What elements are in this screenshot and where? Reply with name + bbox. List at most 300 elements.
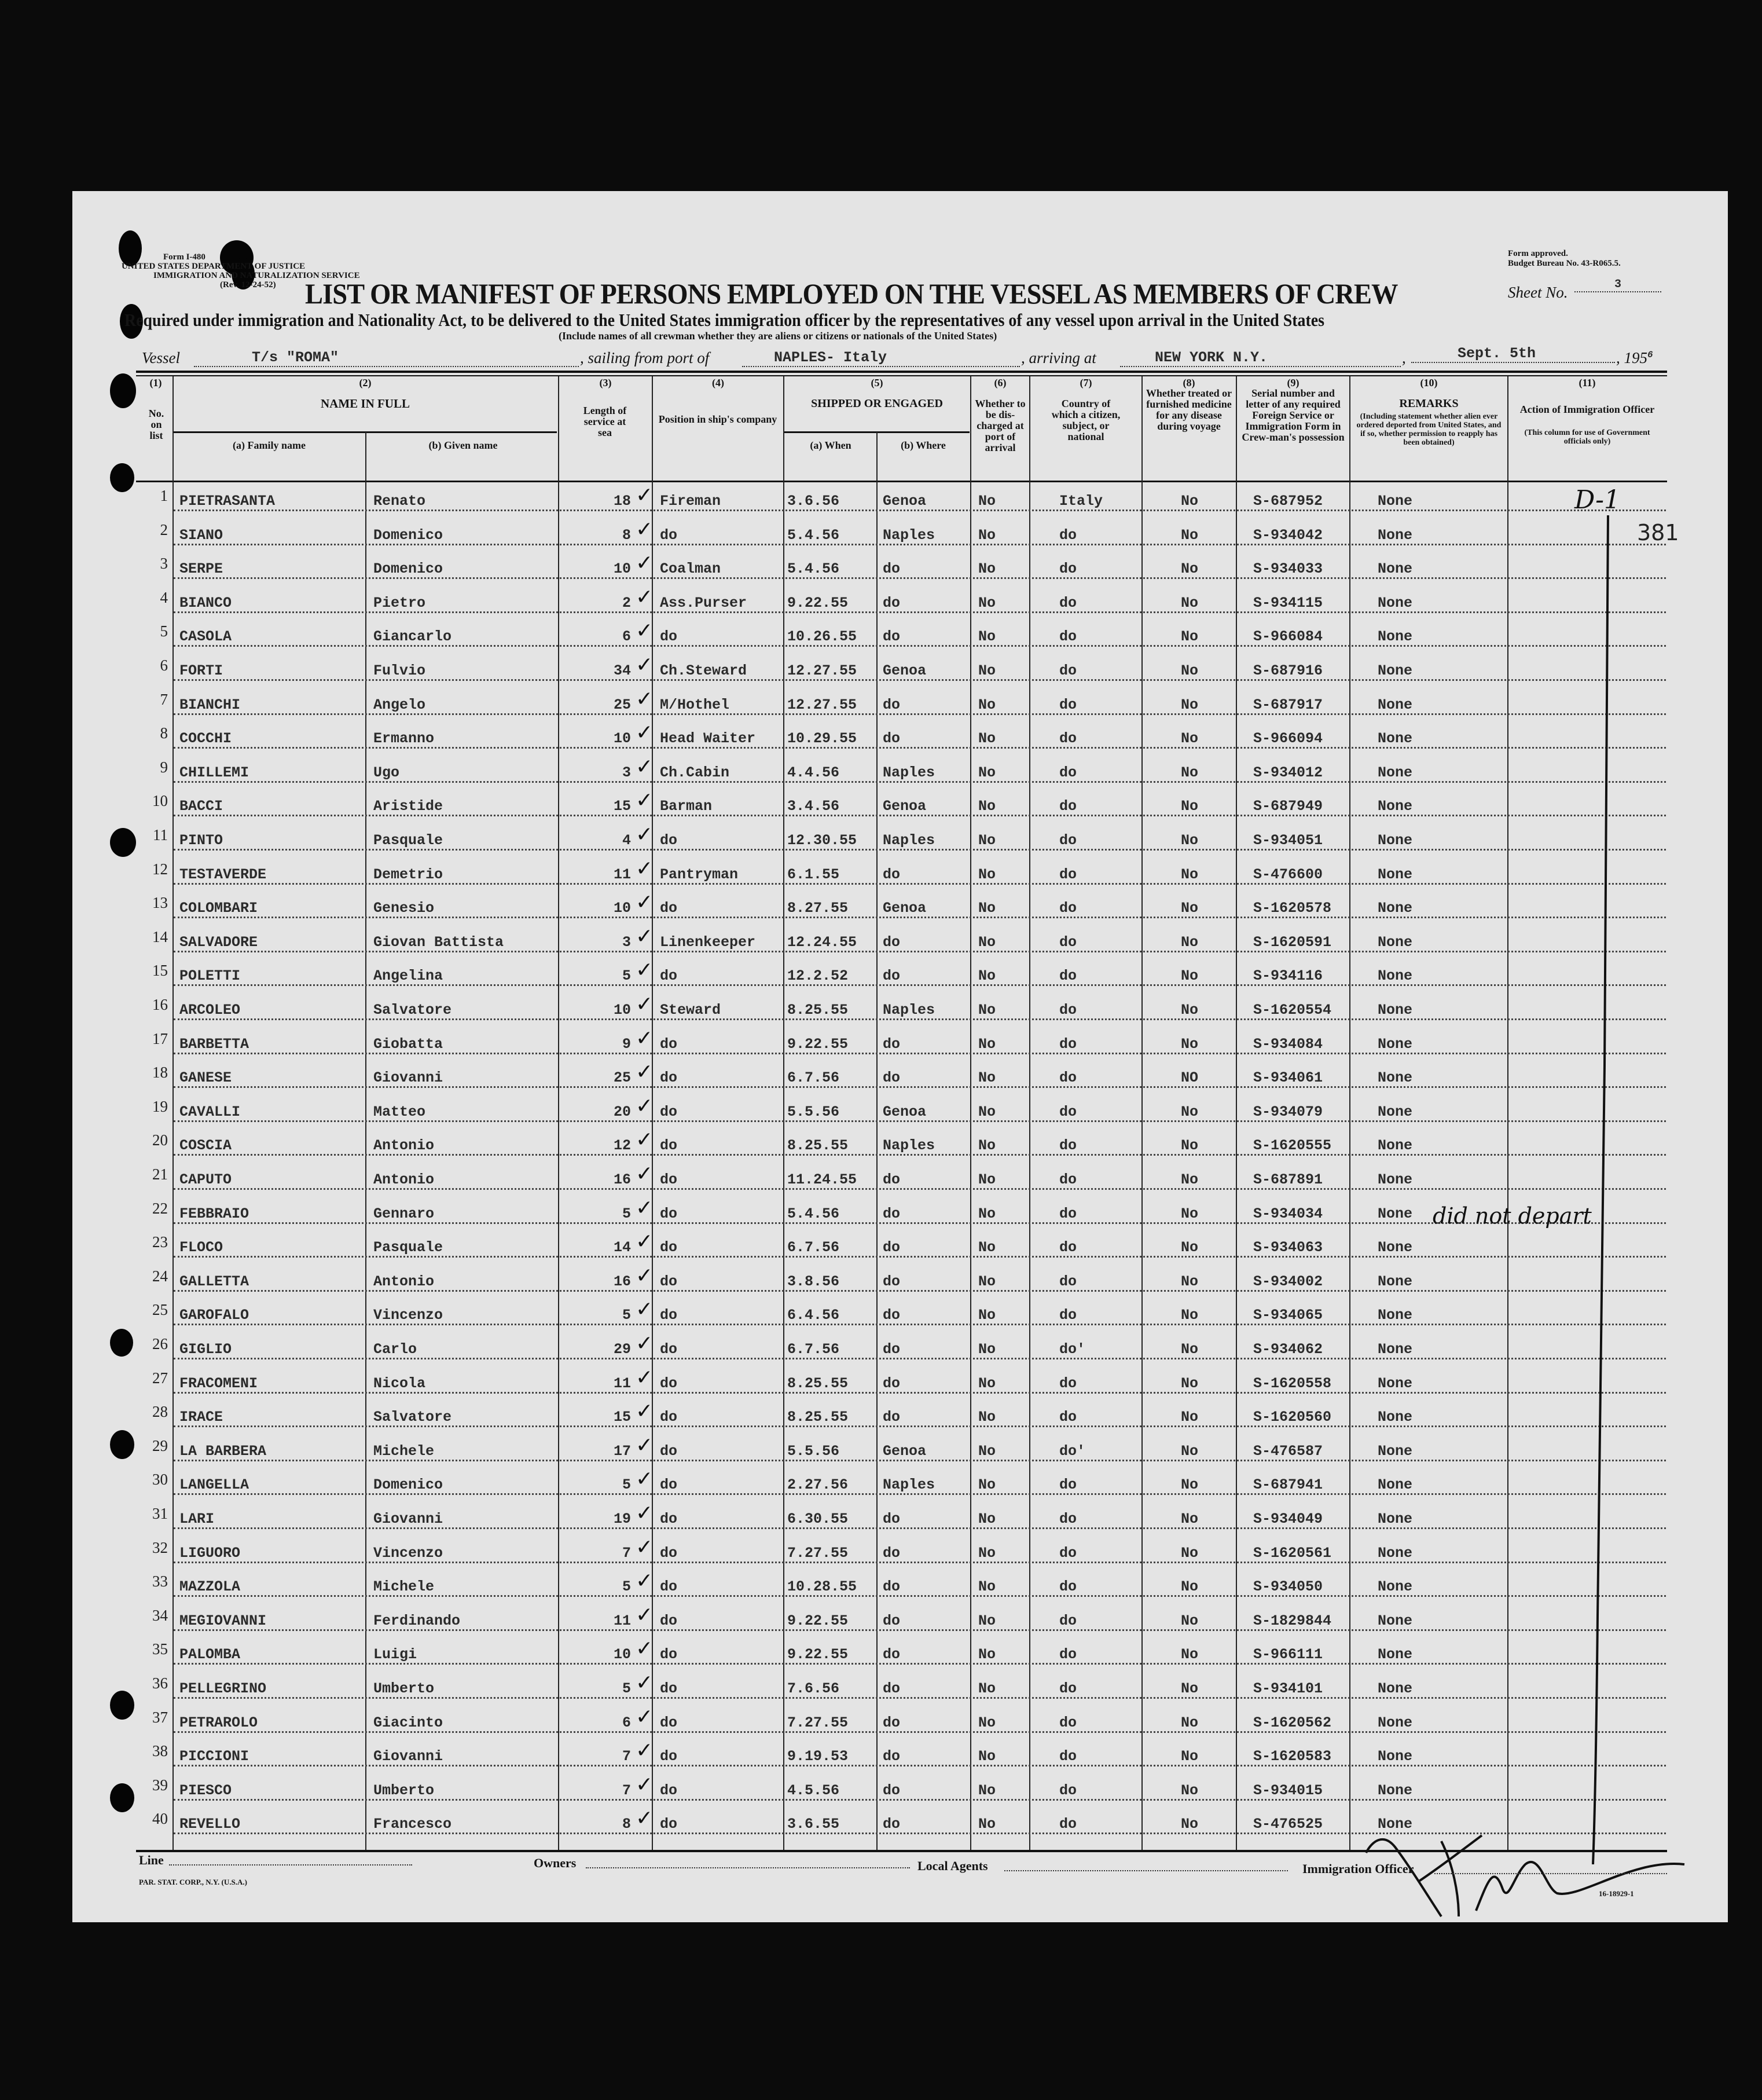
country: do xyxy=(1059,798,1077,815)
to-be-discharged: No xyxy=(978,1375,996,1392)
length-of-service: 19 xyxy=(613,1511,631,1527)
shipped-when: 8.25.55 xyxy=(787,1002,849,1018)
row-number: 27 xyxy=(152,1369,168,1387)
serial-number: S-687917 xyxy=(1253,696,1323,713)
shipped-when: 4.4.56 xyxy=(787,764,840,781)
row-divider xyxy=(174,1425,1666,1427)
to-be-discharged: No xyxy=(978,594,996,611)
shipped-when: 8.25.55 xyxy=(787,1137,849,1155)
printer-imprint: PAR. STAT. CORP., N.Y. (U.S.A.) xyxy=(139,1878,247,1886)
to-be-discharged: No xyxy=(978,730,996,747)
punch-hole xyxy=(119,230,142,266)
row-divider xyxy=(174,645,1666,647)
length-of-service: 11 xyxy=(613,1375,631,1392)
row-divider xyxy=(174,1392,1666,1394)
check-mark-icon: ✓ xyxy=(636,1263,654,1288)
shipped-where: do xyxy=(883,1544,901,1562)
treated: No xyxy=(1181,933,1199,951)
row-divider xyxy=(174,510,1666,511)
position: Ass.Purser xyxy=(660,594,747,611)
shipped-when: 5.5.56 xyxy=(787,1442,840,1460)
length-of-service: 10 xyxy=(613,730,631,747)
position: Fireman xyxy=(660,493,721,510)
given-name: Angelo xyxy=(373,696,426,713)
col10-note: (Including statement whether alien ever ordered deported from United States, and if so, whether permission to reapply has been obtained) xyxy=(1356,412,1502,447)
col11-number: (11) xyxy=(1579,377,1596,389)
arrival-date: Sept. 5th xyxy=(1411,345,1615,363)
punch-hole xyxy=(110,1783,134,1812)
row-number: 31 xyxy=(152,1505,168,1522)
position: do xyxy=(660,526,678,544)
check-mark-icon: ✓ xyxy=(636,1230,654,1254)
length-of-service: 16 xyxy=(613,1171,631,1188)
given-name: Angelina xyxy=(373,967,443,985)
document-subtitle: Required under immigration and Nationality Act, to be delivered to the United States immigration officer by the representatives of any vessel upon arrival in the United States xyxy=(124,310,1325,330)
shipped-where: Genoa xyxy=(883,1442,927,1460)
remarks: None xyxy=(1378,866,1413,883)
remarks: None xyxy=(1378,1544,1413,1562)
form-code: 16-18929-1 xyxy=(1599,1889,1634,1898)
treated: No xyxy=(1181,1137,1199,1155)
treated: No xyxy=(1181,1646,1199,1663)
remarks: None xyxy=(1378,1578,1413,1596)
row-number: 15 xyxy=(152,962,168,980)
shipped-when: 9.22.55 xyxy=(787,1612,849,1629)
serial-number: S-934050 xyxy=(1253,1578,1323,1596)
to-be-discharged: No xyxy=(978,1816,996,1833)
position: do xyxy=(660,1137,678,1155)
to-be-discharged: No xyxy=(978,526,996,544)
shipped-where: Genoa xyxy=(883,662,927,679)
shipped-where: do xyxy=(883,1646,901,1663)
remarks: None xyxy=(1378,1816,1413,1833)
check-mark-icon: ✓ xyxy=(636,687,654,711)
country: do xyxy=(1059,1375,1077,1392)
shipped-when: 5.4.56 xyxy=(787,1205,840,1222)
to-be-discharged: No xyxy=(978,866,996,883)
length-of-service: 11 xyxy=(613,1612,631,1629)
crew-row xyxy=(139,1565,1666,1599)
shipped-when: 3.6.56 xyxy=(787,493,840,510)
treated: No xyxy=(1181,1341,1199,1358)
to-be-discharged: No xyxy=(978,933,996,951)
shipped-where: do xyxy=(883,1069,901,1087)
crew-row xyxy=(139,1531,1666,1565)
given-name: Pasquale xyxy=(373,832,443,849)
remarks: None xyxy=(1378,798,1413,815)
remarks: None xyxy=(1378,1511,1413,1527)
col7-number: (7) xyxy=(1080,377,1092,389)
treated: No xyxy=(1181,1171,1199,1188)
treated: No xyxy=(1181,1511,1199,1527)
length-of-service: 8 xyxy=(622,1816,631,1833)
crew-row xyxy=(139,1497,1666,1531)
remarks: None xyxy=(1378,696,1413,713)
serial-number: S-934116 xyxy=(1253,967,1323,985)
country: do xyxy=(1059,1035,1077,1053)
shipped-where: do xyxy=(883,1511,901,1527)
check-mark-icon: ✓ xyxy=(636,1535,654,1559)
row-number: 20 xyxy=(152,1131,168,1149)
shipped-when: 6.30.55 xyxy=(787,1511,849,1527)
row-number: 16 xyxy=(152,996,168,1013)
remarks: None xyxy=(1378,1748,1413,1765)
shipped-when: 8.25.55 xyxy=(787,1409,849,1426)
shipped-when: 10.26.55 xyxy=(787,628,857,646)
departure-port: NAPLES- Italy xyxy=(742,349,1020,367)
serial-number: S-934063 xyxy=(1253,1239,1323,1256)
shipped-where: Naples xyxy=(883,1002,935,1018)
remarks: None xyxy=(1378,1442,1413,1460)
family-name: MAZZOLA xyxy=(179,1578,241,1596)
serial-number: S-1620560 xyxy=(1253,1409,1332,1426)
serial-number: S-476600 xyxy=(1253,866,1323,883)
country: do xyxy=(1059,1816,1077,1833)
given-name: Michele xyxy=(373,1442,435,1460)
shipped-when: 6.7.56 xyxy=(787,1069,840,1087)
shipped-when: 5.5.56 xyxy=(787,1103,840,1120)
position: do xyxy=(660,1171,678,1188)
family-name: COSCIA xyxy=(179,1137,232,1155)
family-name: FRACOMENI xyxy=(179,1375,258,1392)
to-be-discharged: No xyxy=(978,1103,996,1120)
shipped-when: 5.4.56 xyxy=(787,526,840,544)
local-agents-label: Local Agents xyxy=(917,1859,988,1873)
serial-number: S-966084 xyxy=(1253,628,1323,646)
col4-header: Position in ship's company xyxy=(658,413,777,425)
department: UNITED STATES DEPARTMENT OF JUSTICE xyxy=(122,262,306,271)
family-name: GAROFALO xyxy=(179,1307,249,1324)
row-number: 37 xyxy=(152,1708,168,1726)
table-top-rule xyxy=(136,371,1667,373)
position: Ch.Steward xyxy=(660,662,747,679)
check-mark-icon: ✓ xyxy=(636,551,654,576)
form-approved: Form approved. xyxy=(1508,249,1568,258)
to-be-discharged: No xyxy=(978,1578,996,1596)
budget-bureau: Budget Bureau No. 43-R065.5. xyxy=(1508,259,1621,268)
shipped-where: do xyxy=(883,1035,901,1053)
row-divider xyxy=(174,1256,1666,1258)
position: Coalman xyxy=(660,560,721,578)
shipped-where: Naples xyxy=(883,526,935,544)
col3-header: Length of service at sea xyxy=(583,405,627,438)
row-divider xyxy=(174,1527,1666,1529)
family-name: GANESE xyxy=(179,1069,232,1087)
remarks: None xyxy=(1378,1375,1413,1392)
row-number: 32 xyxy=(152,1538,168,1556)
row-divider xyxy=(174,713,1666,715)
treated: No xyxy=(1181,1816,1199,1833)
treated: No xyxy=(1181,1612,1199,1629)
length-of-service: 10 xyxy=(613,1002,631,1018)
to-be-discharged: No xyxy=(978,1748,996,1765)
shipped-when: 10.28.55 xyxy=(787,1578,857,1596)
family-name: BARBETTA xyxy=(179,1035,249,1053)
crew-row xyxy=(139,785,1666,818)
crew-row xyxy=(139,717,1666,750)
check-mark-icon: ✓ xyxy=(636,1501,654,1525)
row-number: 29 xyxy=(152,1436,168,1454)
to-be-discharged: No xyxy=(978,1680,996,1697)
year-prefix: 195 xyxy=(1624,349,1647,367)
given-name: Giancarlo xyxy=(373,628,452,646)
to-be-discharged: No xyxy=(978,662,996,679)
row-number: 26 xyxy=(152,1335,168,1353)
serial-number: S-1620583 xyxy=(1253,1748,1332,1765)
row-divider xyxy=(174,815,1666,816)
row-number: 13 xyxy=(152,894,168,912)
serial-number: S-966094 xyxy=(1253,730,1323,747)
row-number: 5 xyxy=(160,622,168,640)
remarks: None xyxy=(1378,1205,1413,1222)
position: Pantryman xyxy=(660,866,739,883)
serial-number: S-1620591 xyxy=(1253,933,1332,951)
remarks: None xyxy=(1378,1714,1413,1731)
shipped-where: Naples xyxy=(883,1476,935,1494)
position: do xyxy=(660,1375,678,1392)
row-divider xyxy=(174,1053,1666,1054)
row-divider xyxy=(174,611,1666,613)
shipped-where: Genoa xyxy=(883,493,927,510)
crew-row xyxy=(139,1633,1666,1666)
length-of-service: 34 xyxy=(613,662,631,679)
shipped-when: 12.27.55 xyxy=(787,696,857,713)
family-name: MEGIOVANNI xyxy=(179,1612,267,1629)
include-note: (Include names of all crewman whether they are aliens or citizens or nationals of the United States) xyxy=(559,330,997,342)
position: do xyxy=(660,1680,678,1697)
serial-number: S-687916 xyxy=(1253,662,1323,679)
col5-header: SHIPPED OR ENGAGED xyxy=(811,397,943,410)
country: do xyxy=(1059,1205,1077,1222)
country: do xyxy=(1059,1578,1077,1596)
family-name: LANGELLA xyxy=(179,1476,249,1494)
row-divider xyxy=(174,984,1666,986)
serial-number: S-934002 xyxy=(1253,1273,1323,1290)
sheet-number: 3 xyxy=(1574,278,1661,292)
row-number: 19 xyxy=(152,1097,168,1115)
treated: No xyxy=(1181,1035,1199,1053)
row-divider xyxy=(174,1595,1666,1597)
check-mark-icon: ✓ xyxy=(636,823,654,846)
remarks: None xyxy=(1378,1002,1413,1018)
check-mark-icon: ✓ xyxy=(636,653,654,677)
row-number: 22 xyxy=(152,1199,168,1217)
position: do xyxy=(660,1476,678,1494)
treated: No xyxy=(1181,628,1199,646)
shipped-where: do xyxy=(883,1748,901,1765)
family-name: LARI xyxy=(179,1511,215,1527)
given-name: Umberto xyxy=(373,1680,435,1697)
check-mark-icon: ✓ xyxy=(636,1094,654,1118)
row-number: 25 xyxy=(152,1301,168,1319)
row-number: 34 xyxy=(152,1606,168,1624)
country: do xyxy=(1059,1409,1077,1426)
crew-row xyxy=(139,1769,1666,1802)
given-name: Aristide xyxy=(373,798,443,815)
length-of-service: 5 xyxy=(622,1680,631,1697)
check-mark-icon: ✓ xyxy=(636,1196,654,1220)
given-name: Matteo xyxy=(373,1103,426,1120)
check-mark-icon: ✓ xyxy=(636,1399,654,1424)
col2-header: NAME IN FULL xyxy=(320,397,410,411)
length-of-service: 3 xyxy=(622,764,631,781)
shipped-where: do xyxy=(883,933,901,951)
to-be-discharged: No xyxy=(978,764,996,781)
treated: No xyxy=(1181,594,1199,611)
country: do xyxy=(1059,1307,1077,1324)
check-mark-icon: ✓ xyxy=(636,1433,654,1457)
col4-number: (4) xyxy=(712,377,724,389)
remarks: None xyxy=(1378,1035,1413,1053)
crew-row xyxy=(139,819,1666,852)
treated: No xyxy=(1181,1205,1199,1222)
position: do xyxy=(660,900,678,917)
remarks: None xyxy=(1378,594,1413,611)
shipped-when: 3.8.56 xyxy=(787,1273,840,1290)
family-name: LIGUORO xyxy=(179,1544,241,1562)
to-be-discharged: No xyxy=(978,1782,996,1799)
position: Steward xyxy=(660,1002,721,1018)
serial-number: S-934049 xyxy=(1253,1511,1323,1527)
country: Italy xyxy=(1059,493,1103,510)
row-number: 23 xyxy=(152,1233,168,1251)
given-name: Pasquale xyxy=(373,1239,443,1256)
shipped-where: Naples xyxy=(883,1137,935,1155)
given-name: Genesio xyxy=(373,900,435,917)
check-mark-icon: ✓ xyxy=(636,483,654,507)
row-divider xyxy=(174,849,1666,851)
to-be-discharged: No xyxy=(978,1002,996,1018)
length-of-service: 5 xyxy=(622,1476,631,1494)
position: do xyxy=(660,1307,678,1324)
shipped-when: 2.27.56 xyxy=(787,1476,849,1494)
serial-number: S-934101 xyxy=(1253,1680,1323,1697)
col8-number: (8) xyxy=(1183,377,1195,389)
given-name: Ermanno xyxy=(373,730,435,747)
col1-header: No. on list xyxy=(148,408,164,441)
serial-number: S-687952 xyxy=(1253,493,1323,510)
country: do xyxy=(1059,900,1077,917)
row-divider xyxy=(174,679,1666,681)
shipped-when: 6.7.56 xyxy=(787,1341,840,1358)
length-of-service: 15 xyxy=(613,798,631,815)
serial-number: S-934034 xyxy=(1253,1205,1323,1222)
treated: No xyxy=(1181,1442,1199,1460)
given-name: Pietro xyxy=(373,594,426,611)
crew-row xyxy=(139,1124,1666,1157)
country: do xyxy=(1059,1612,1077,1629)
length-of-service: 8 xyxy=(622,526,631,544)
serial-number: S-934061 xyxy=(1253,1069,1323,1087)
action-note-row1: D-1 xyxy=(1574,485,1620,515)
family-name: PINTO xyxy=(179,832,223,849)
serial-number: S-1620578 xyxy=(1253,900,1332,917)
length-of-service: 18 xyxy=(613,493,631,510)
col6-header: Whether to be dis-charged at port of arrival xyxy=(975,398,1026,453)
to-be-discharged: No xyxy=(978,1239,996,1256)
to-be-discharged: No xyxy=(978,900,996,917)
given-name: Salvatore xyxy=(373,1409,452,1426)
country: do xyxy=(1059,1511,1077,1527)
to-be-discharged: No xyxy=(978,1544,996,1562)
crew-row xyxy=(139,1463,1666,1497)
country: do' xyxy=(1059,1341,1086,1358)
family-name: PETRAROLO xyxy=(179,1714,258,1731)
year-suffix: 6 xyxy=(1647,350,1653,360)
family-name: PELLEGRINO xyxy=(179,1680,267,1697)
serial-number: S-1620555 xyxy=(1253,1137,1332,1155)
length-of-service: 6 xyxy=(622,1714,631,1731)
country: do xyxy=(1059,526,1077,544)
treated: No xyxy=(1181,1748,1199,1765)
crew-row xyxy=(139,988,1666,1022)
given-name: Antonio xyxy=(373,1137,435,1155)
col6-number: (6) xyxy=(994,377,1007,389)
row-number: 9 xyxy=(160,758,168,776)
country: do xyxy=(1059,594,1077,611)
crew-row xyxy=(139,1260,1666,1293)
country: do xyxy=(1059,1273,1077,1290)
remarks: None xyxy=(1378,1409,1413,1426)
shipped-when: 9.19.53 xyxy=(787,1748,849,1765)
position: do xyxy=(660,1544,678,1562)
row-divider xyxy=(174,1697,1666,1699)
serial-number: S-1829844 xyxy=(1253,1612,1332,1629)
crew-row xyxy=(139,1599,1666,1633)
length-of-service: 3 xyxy=(622,933,631,951)
family-name: CAPUTO xyxy=(179,1171,232,1188)
to-be-discharged: No xyxy=(978,1442,996,1460)
row-number: 18 xyxy=(152,1064,168,1082)
position: do xyxy=(660,628,678,646)
length-of-service: 10 xyxy=(613,900,631,917)
to-be-discharged: No xyxy=(978,1646,996,1663)
shipped-when: 7.6.56 xyxy=(787,1680,840,1697)
check-mark-icon: ✓ xyxy=(636,1671,654,1695)
col5a-header: (a) When xyxy=(810,439,851,451)
shipped-when: 6.1.55 xyxy=(787,866,840,883)
row-divider xyxy=(174,1290,1666,1292)
shipped-when: 12.2.52 xyxy=(787,967,849,985)
position: do xyxy=(660,1239,678,1256)
shipped-when: 8.25.55 xyxy=(787,1375,849,1392)
family-name: FORTI xyxy=(179,662,223,679)
treated: No xyxy=(1181,1103,1199,1120)
shipped-when: 4.5.56 xyxy=(787,1782,840,1799)
remarks: None xyxy=(1378,1341,1413,1358)
col5b-header: (b) Where xyxy=(901,439,946,451)
shipped-when: 7.27.55 xyxy=(787,1544,849,1562)
given-name: Umberto xyxy=(373,1782,435,1799)
remarks: None xyxy=(1378,1273,1413,1290)
row-divider xyxy=(174,1493,1666,1495)
family-name: GIGLIO xyxy=(179,1341,232,1358)
crew-row xyxy=(139,514,1666,547)
treated: No xyxy=(1181,560,1199,578)
punch-hole xyxy=(110,828,136,857)
family-name: SERPE xyxy=(179,560,223,578)
crew-row xyxy=(139,1158,1666,1192)
shipped-where: do xyxy=(883,628,901,646)
row-number: 14 xyxy=(152,928,168,945)
position: do xyxy=(660,1578,678,1596)
treated: No xyxy=(1181,832,1199,849)
check-mark-icon: ✓ xyxy=(636,1772,654,1797)
to-be-discharged: No xyxy=(978,1511,996,1527)
crew-row xyxy=(139,1328,1666,1361)
col8-header: Whether treated or furnished medicine for any disease during voyage xyxy=(1146,387,1232,432)
length-of-service: 10 xyxy=(613,1646,631,1663)
